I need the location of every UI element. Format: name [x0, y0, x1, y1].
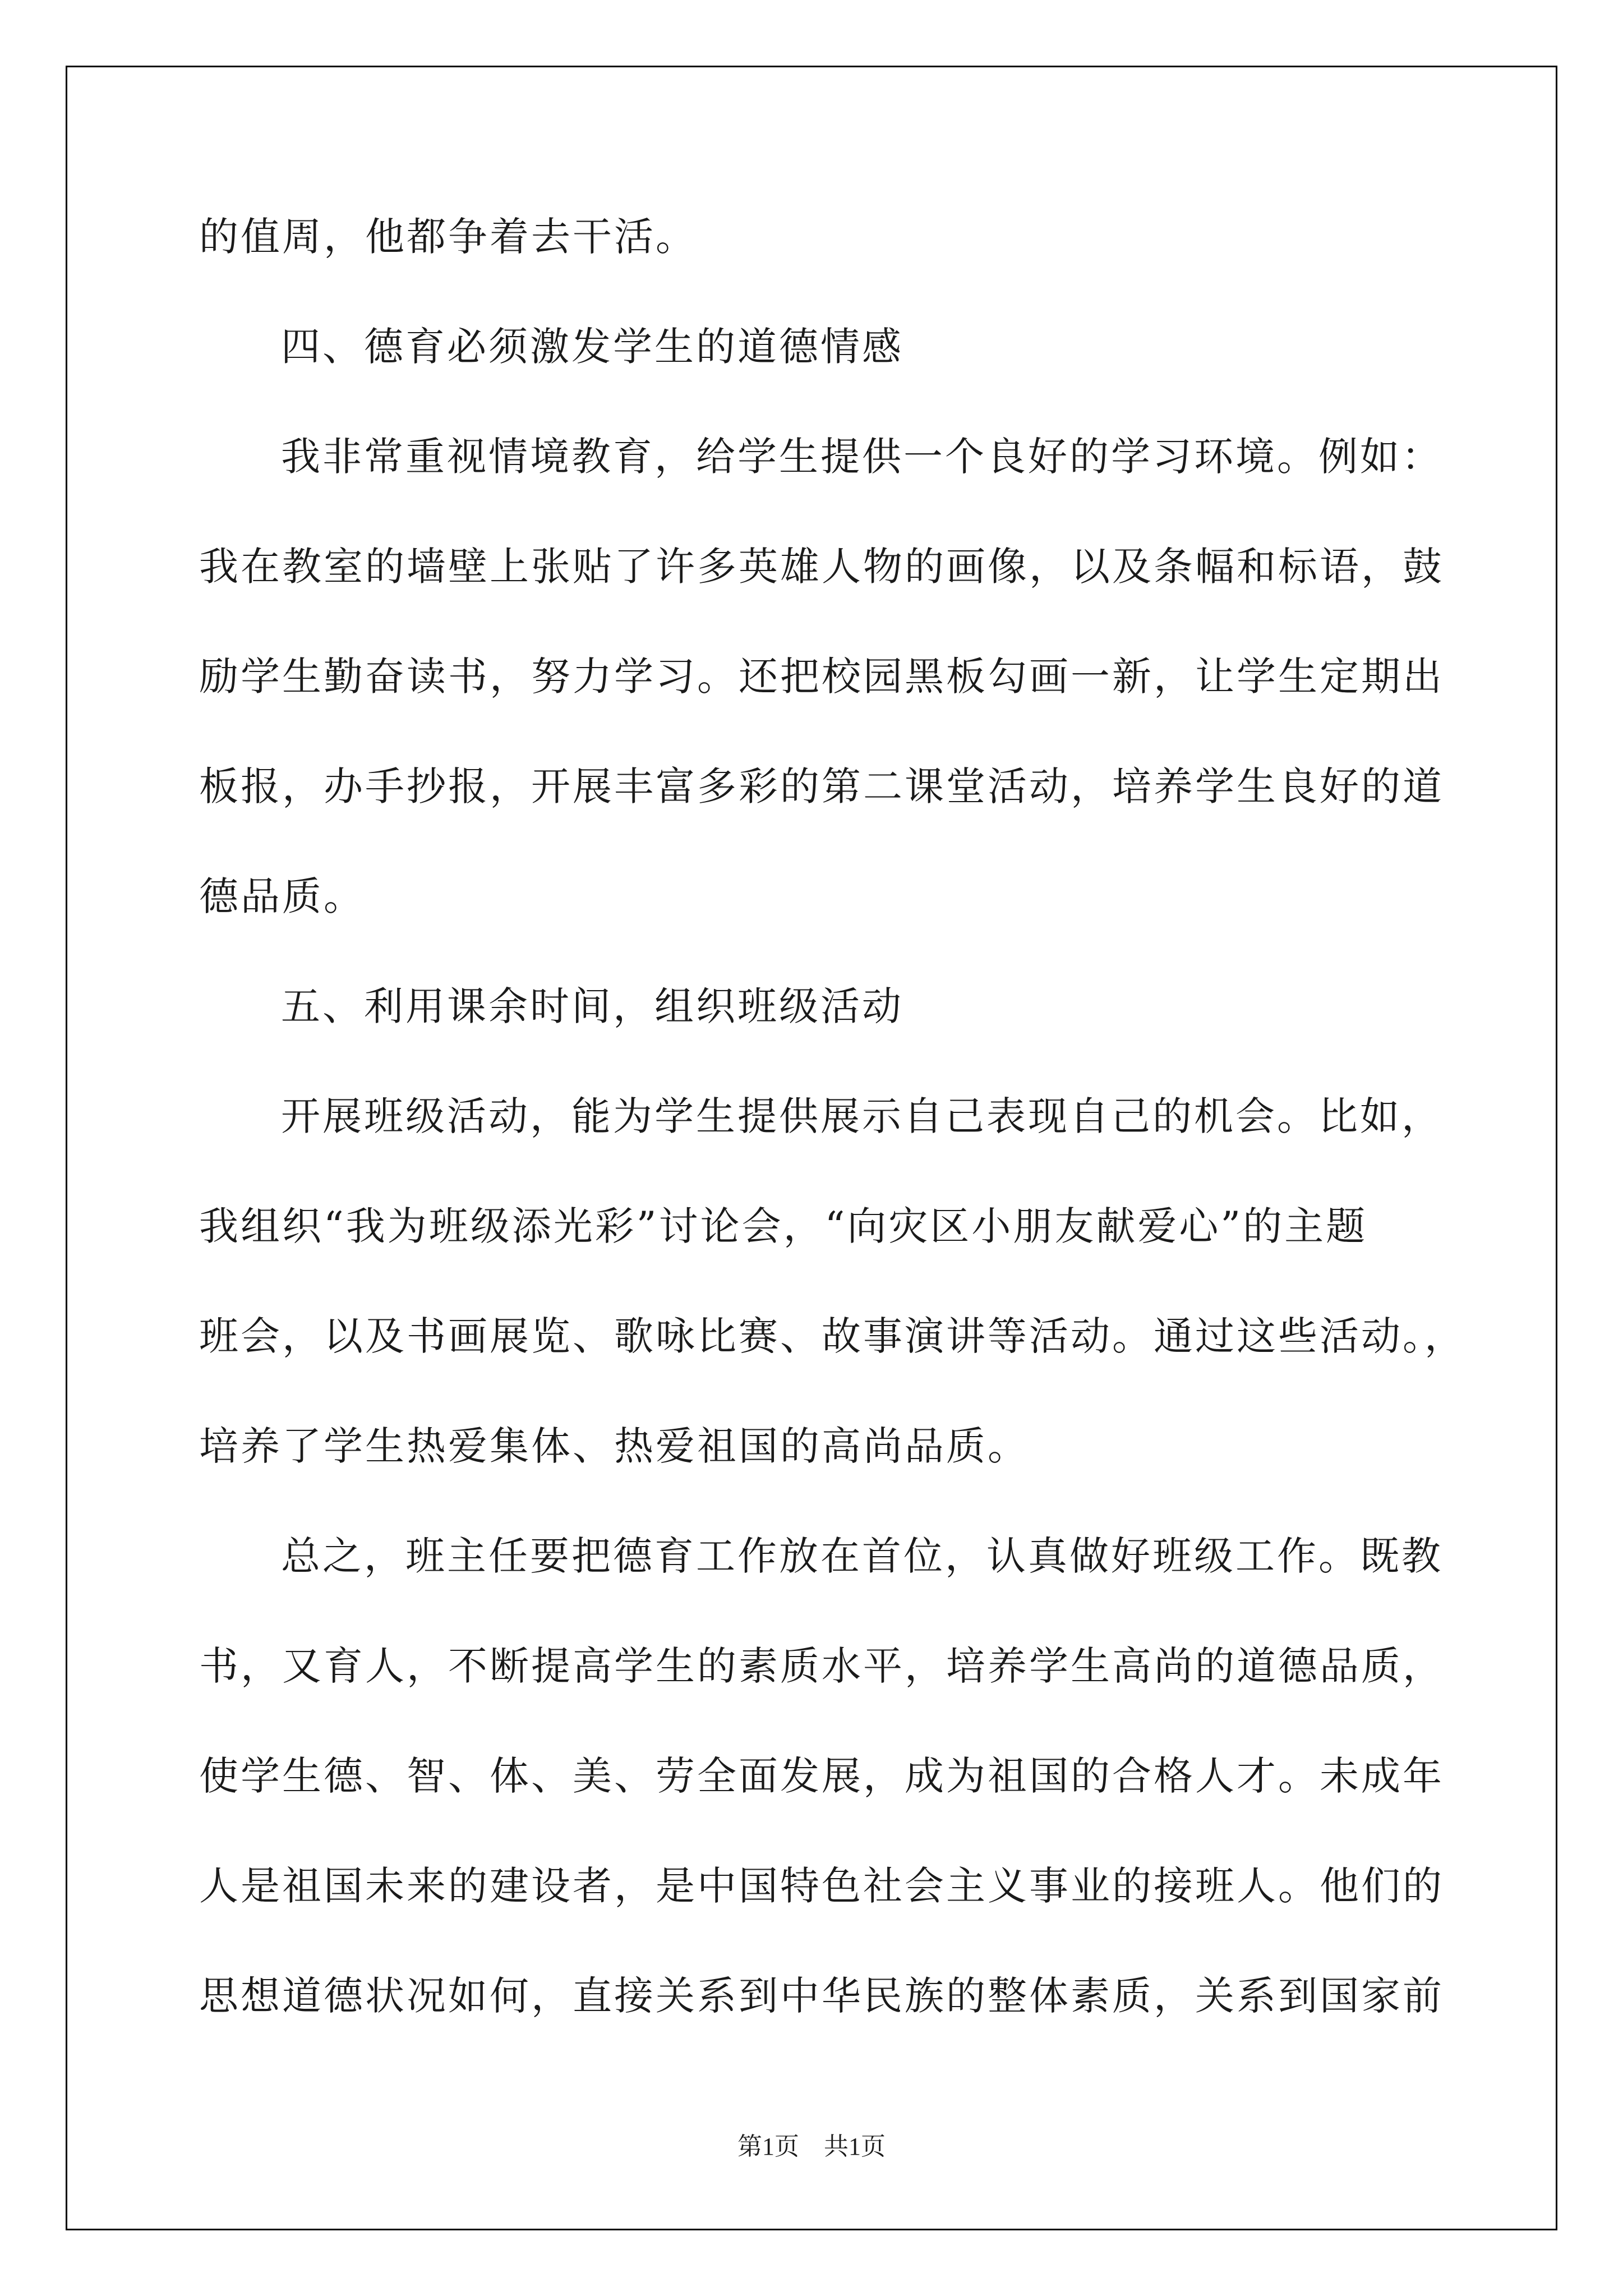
- paragraph-line: 培养了学生热爱集体、热爱祖国的高尚品质。: [199, 1423, 1029, 1469]
- paragraph-line: 德品质。: [199, 873, 365, 919]
- paragraph-line: 书，又育人，不断提高学生的素质水平，培养学生高尚的道德品质，: [199, 1643, 1444, 1689]
- paragraph-line: 使学生德、智、体、美、劳全面发展，成为祖国的合格人才。未成年: [199, 1753, 1444, 1799]
- paragraph-line: 人是祖国未来的建设者，是中国特色社会主义事业的接班人。他们的: [199, 1863, 1444, 1909]
- paragraph-line: 励学生勤奋读书，努力学习。还把校园黑板勾画一新，让学生定期出: [199, 654, 1444, 700]
- paragraph-line: 总之，班主任要把德育工作放在首位，认真做好班级工作。既教: [281, 1533, 1443, 1579]
- paragraph-line: 我在教室的墙壁上张贴了许多英雄人物的画像，以及条幅和标语，鼓: [199, 544, 1444, 590]
- page-number: 第1页 共1页: [737, 2133, 886, 2160]
- paragraph-line: 板报，办手抄报，开展丰富多彩的第二课堂活动，培养学生良好的道: [199, 763, 1444, 809]
- paragraph-line: 我非常重视情境教育，给学生提供一个良好的学习环境。例如：: [281, 434, 1443, 480]
- paragraph-line: 开展班级活动，能为学生提供展示自己表现自己的机会。比如，: [281, 1093, 1443, 1139]
- paragraph-line: 我组织“我为班级添光彩”讨论会，“向灾区小朋友献爱心”的主题: [199, 1203, 1368, 1249]
- paragraph-line: 思想道德状况如何，直接关系到中华民族的整体素质，关系到国家前: [199, 1973, 1444, 2019]
- section-heading: 四、德育必须激发学生的道德情感: [281, 324, 903, 370]
- paragraph-line: 班会，以及书画展览、歌咏比赛、故事演讲等活动。通过这些活动。，: [199, 1313, 1466, 1359]
- paragraph-line: 的值周，他都争着去干活。: [199, 214, 697, 260]
- section-heading: 五、利用课余时间，组织班级活动: [281, 983, 903, 1029]
